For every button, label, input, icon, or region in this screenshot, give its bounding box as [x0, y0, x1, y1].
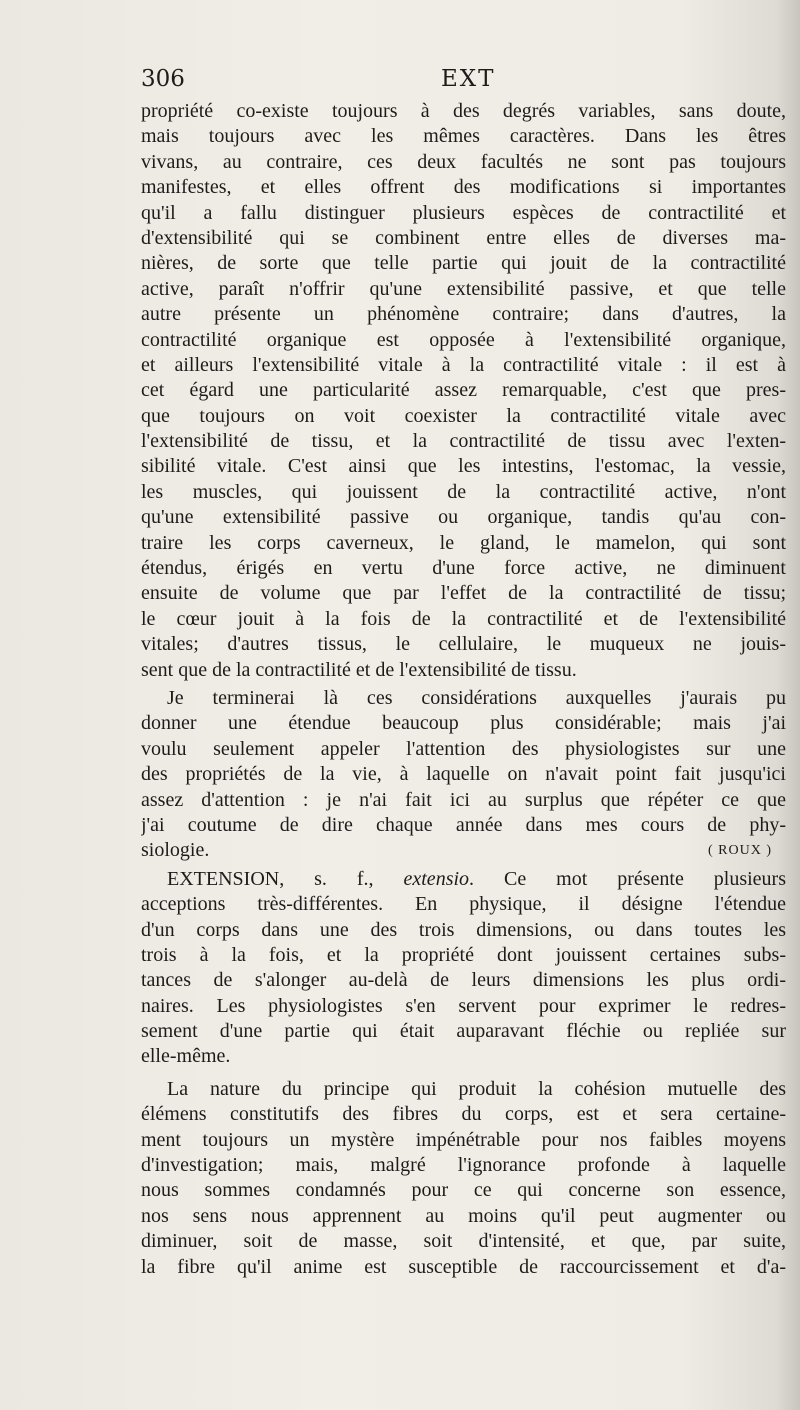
text-line: propriété co-existe toujours à des degrés variables, sans doute,	[141, 100, 786, 122]
text-line: d'extensibilité qui se combinent entre elles de diverses ma-	[141, 226, 786, 249]
text-line: La nature du principe qui produit la cohésion mutuelle des	[167, 1077, 786, 1100]
paragraph	[141, 1077, 786, 1280]
text-line: les muscles, qui jouissent de la contractilité active, n'ont	[141, 480, 786, 503]
text-line: acceptions très-différentes. En physique, il désigne l'étendue	[141, 893, 786, 916]
text-line: vivans, au contraire, ces deux facultés ne sont pas toujours	[141, 150, 786, 173]
text-line: active, paraît n'offrir qu'une extensibilité passive, et que telle	[141, 277, 786, 300]
text-line: le cœur jouit à la fois de la contractilité et de l'extensibilité	[141, 607, 786, 630]
text-line: et ailleurs l'extensibilité vitale à la contractilité vitale : il est à	[141, 353, 786, 376]
text-line: cet égard une particularité assez remarquable, c'est que pres-	[141, 379, 786, 402]
author-signature: ( ROUX )	[708, 843, 772, 859]
text-line: diminuer, soit de masse, soit d'intensité, et que, par suite,	[141, 1230, 786, 1253]
text-line: j'ai coutume de dire chaque année dans mes cours de phy-	[141, 813, 786, 836]
text-line: d'investigation; mais, malgré l'ignorance profonde à laquelle	[141, 1154, 786, 1177]
text-line: tances de s'alonger au-delà de leurs dimensions les plus ordi-	[141, 969, 786, 992]
text-line: ment toujours un mystère impénétrable pour nos faibles moyens	[141, 1128, 786, 1151]
text-line: naires. Les physiologistes s'en servent pour exprimer le redres-	[141, 994, 786, 1017]
page-number: 306	[141, 66, 185, 92]
text-line: sibilité vitale. C'est ainsi que les intestins, l'estomac, la vessie,	[141, 455, 786, 478]
text-line: l'extensibilité de tissu, et la contractilité de tissu avec l'exten-	[141, 430, 786, 453]
paragraph	[141, 686, 786, 864]
text-line: trois à la fois, et la propriété dont jouissent certaines subs-	[141, 943, 786, 966]
text-line: sement d'une partie qui était auparavant fléchie ou repliée sur	[141, 1020, 786, 1043]
paragraph	[141, 99, 786, 683]
text-line: mais toujours avec les mêmes caractères. Dans les êtres	[141, 125, 786, 148]
entry-heading-line: EXTENSION, s. f., extensio. Ce mot présente plusieurs	[167, 867, 786, 890]
text-line: qu'une extensibilité passive ou organique, tandis qu'au con-	[141, 506, 786, 529]
text-line: étendus, érigés en vertu d'une force active, ne diminuent	[141, 557, 786, 580]
running-head: EXT	[441, 66, 496, 92]
text-line: siologie.	[141, 839, 210, 862]
text-line: d'un corps dans une des trois dimensions, ou dans toutes les	[141, 918, 786, 941]
text-line: voulu seulement appeler l'attention des physiologistes sur une	[141, 737, 786, 760]
dictionary-entry	[141, 867, 786, 1070]
text-line: qu'il a fallu distinguer plusieurs espèces de contractilité et	[141, 201, 786, 224]
text-line: donner une étendue beaucoup plus considérable; mais j'ai	[141, 712, 786, 735]
text-line: nos sens nous apprennent au moins qu'il peut augmenter ou	[141, 1204, 786, 1227]
text-line: que toujours on voit coexister la contractilité vitale avec	[141, 404, 786, 427]
text-line: ensuite de volume que par l'effet de la contractilité de tissu;	[141, 582, 786, 605]
text-line: des propriétés de la vie, à laquelle on n'avait point fait jusqu'ici	[141, 763, 786, 786]
text-line: nous sommes condamnés pour ce qui concerne son essence,	[141, 1179, 786, 1202]
text-line: contractilité organique est opposée à l'extensibilité organique,	[141, 328, 786, 351]
text-line: elle-même.	[141, 1045, 231, 1068]
text-line: élémens constitutifs des fibres du corps, est et sera certaine-	[141, 1103, 786, 1126]
text-line: sent que de la contractilité et de l'extensibilité de tissu.	[141, 658, 577, 681]
text-line: manifestes, et elles offrent des modifications si importantes	[141, 176, 786, 199]
text-line-with-signature	[141, 838, 786, 863]
body-text	[141, 99, 786, 1280]
page-header	[141, 66, 781, 96]
text-line: Je terminerai là ces considérations auxquelles j'aurais pu	[167, 686, 786, 709]
text-line: traire les corps caverneux, le gland, le mamelon, qui sont	[141, 531, 786, 554]
text-line: nières, de sorte que telle partie qui jouit de la contractilité	[141, 252, 786, 275]
text-line: assez d'attention : je n'ai fait ici au surplus que répéter ce que	[141, 788, 786, 811]
text-line: la fibre qu'il anime est susceptible de raccourcissement et d'a-	[141, 1255, 786, 1278]
text-line: vitales; d'autres tissus, le cellulaire, le muqueux ne jouis-	[141, 633, 786, 656]
text-line: autre présente un phénomène contraire; dans d'autres, la	[141, 303, 786, 326]
